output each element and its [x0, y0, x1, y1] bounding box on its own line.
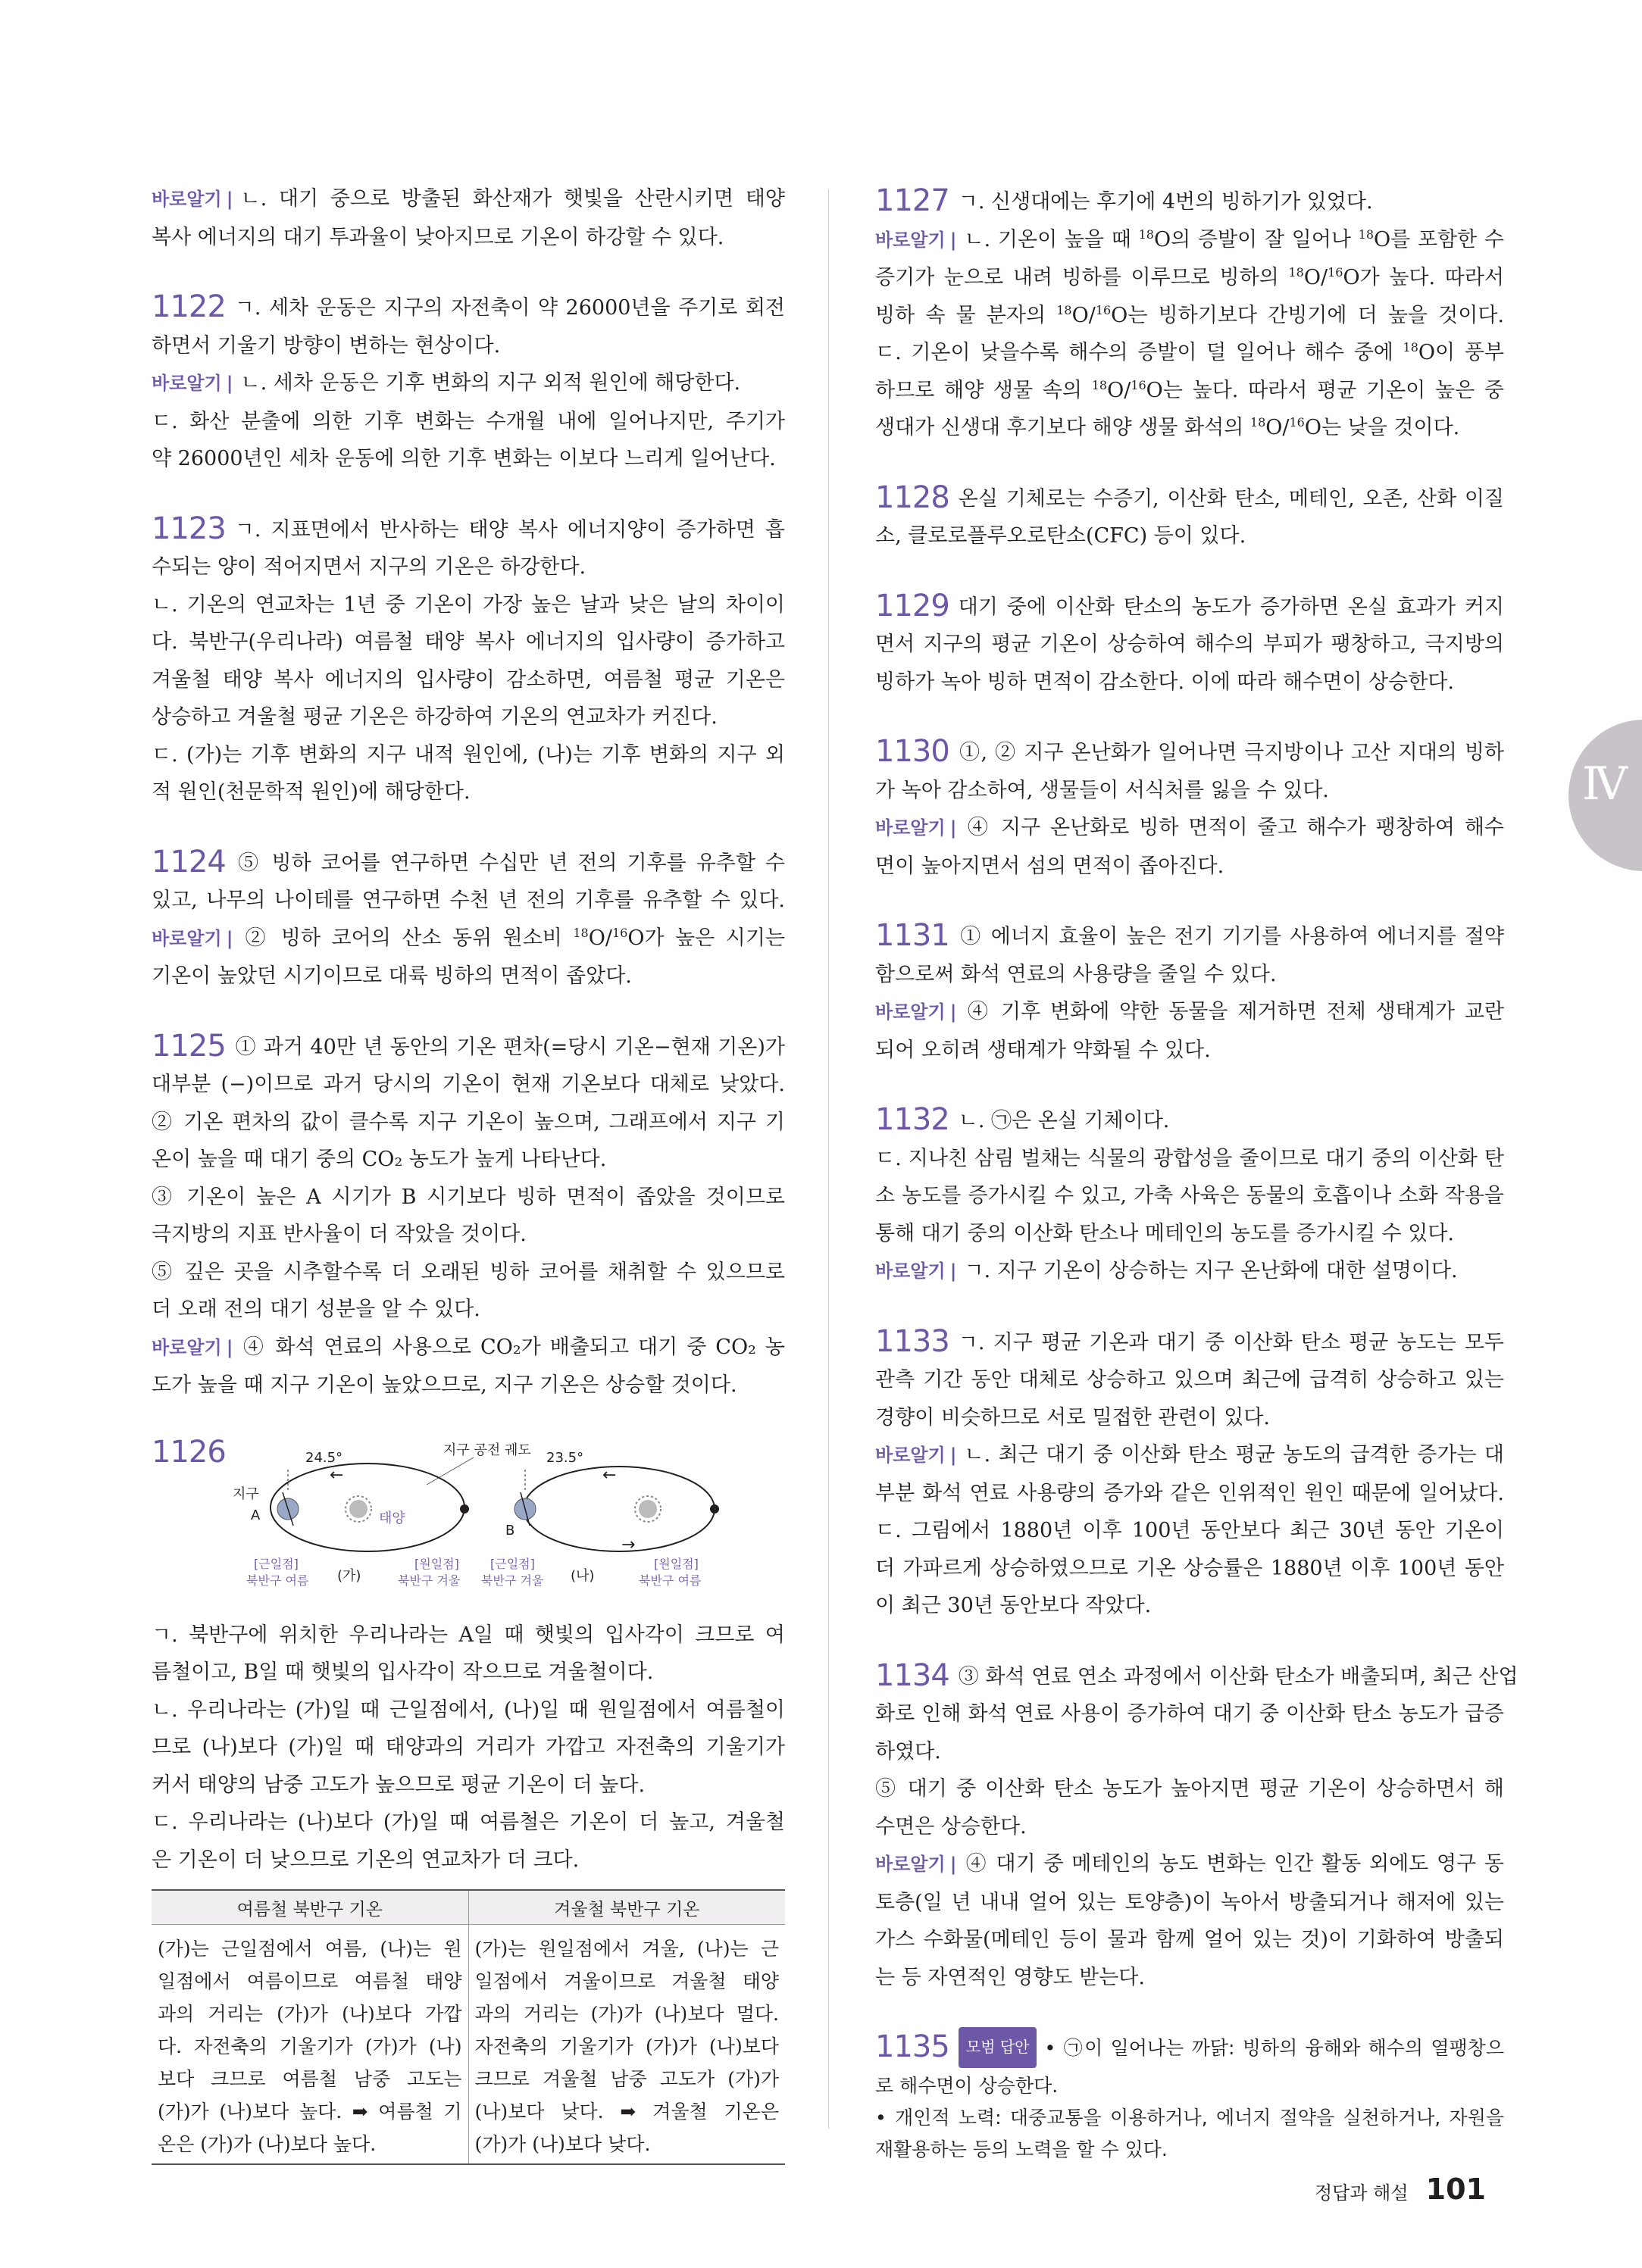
summer-label-a: 북반구 여름	[246, 1573, 309, 1588]
cell-line: 과의 거리는 (가)가 (나)보다 가깝	[158, 2003, 462, 2025]
text-line: 있고, 나무의 나이테를 연구하면 수천 년 전의 기후를 유추할 수 있다.	[152, 889, 785, 912]
correction-label: 바로알기 |	[152, 373, 233, 394]
table-header: 여름철 북반구 기온	[152, 1890, 468, 1925]
orbit-figure-block	[152, 1435, 785, 1617]
question-number: 1131	[875, 918, 949, 953]
text-segment: 대기 중에 이산화 탄소의 농도가 증가하면 온실 효과가 커지	[958, 595, 1504, 619]
text-line	[875, 334, 1504, 372]
point-a-label: A	[251, 1507, 261, 1523]
point-b-label: B	[505, 1522, 515, 1539]
correction-label: 바로알기 |	[875, 1001, 957, 1023]
text-segment: 를 포함한 수	[1390, 227, 1504, 251]
question-number: 1123	[152, 511, 226, 546]
text-segment: ④ 기후 변화에 약한 동물을 제거하면 전체 생태계가 교란	[964, 1000, 1504, 1023]
isotope-superscript: 16	[611, 925, 628, 940]
text-segment: ㄷ. 기온이 낮을수록 해수의 증발이 덜 일어나 해수 중에	[875, 341, 1403, 364]
text-line: 대부분 (−)이므로 과거 당시의 기온이 현재 기온보다 대체로 낮았다.	[152, 1073, 785, 1096]
text-line: 증기가 눈으로 내려 빙하를 이루므로 빙하의 $^{18}$O/$^{16}$O가 높다. 따라서	[875, 265, 1504, 289]
text-line: ② 기온 편차의 값이 클수록 지구 기온이 높으며, 그래프에서 지구 기	[152, 1110, 785, 1134]
text-line: 가 녹아 감소하여, 생물들이 서식처를 잃을 수 있다.	[875, 778, 1329, 802]
text-line	[152, 364, 785, 403]
entry-1127	[875, 180, 1504, 447]
text-line	[875, 180, 1504, 221]
text-line: 은 기온이 더 낮으므로 기온의 연교차가 더 크다.	[152, 1848, 580, 1872]
summer-label-b: 북반구 여름	[639, 1573, 702, 1588]
entry-1130	[875, 731, 1504, 885]
question-number: 1122	[152, 289, 226, 324]
text-segment: ① 과거 40만 년 동안의 기온 편차(=당시 기온−현재 기온)가	[234, 1035, 785, 1059]
text-line: 적 원인(천문학적 원인)에 해당한다.	[152, 780, 471, 804]
text-segment: ㄴ. 최근 대기 중 이산화 탄소 평균 농도의 급격한 증가는 대	[964, 1443, 1504, 1467]
text-line: ㄷ. 화산 분출에 의한 기후 변화는 수개월 내에 일어나지만, 주기가	[152, 409, 785, 433]
footer-section-title: 정답과 해설	[1315, 2182, 1409, 2204]
orbit-ellipse-b	[524, 1467, 715, 1551]
text-segment: ① 에너지 효율이 높은 전기 기기를 사용하여 에너지를 절약	[958, 925, 1504, 948]
isotope-symbol: O	[1265, 416, 1283, 439]
isotope-superscript: 16	[1328, 265, 1343, 280]
perihelion-label-a: [근일점]	[254, 1556, 299, 1571]
text-segment: ㄱ. 세차 운동은 지구의 자전축이 약 26000년을 주기로 회전	[234, 296, 785, 320]
isotope-symbol: O	[627, 926, 645, 950]
correction-label: 바로알기 |	[875, 1261, 957, 1282]
orbit-arrow-b: ←	[602, 1465, 617, 1485]
isotope-superscript: 16	[1095, 302, 1112, 317]
aphelion-label-a: [원일점]	[414, 1556, 459, 1571]
isotope-superscript: 16	[1289, 415, 1305, 430]
text-line	[875, 586, 1504, 626]
cell-line: (가)가 (나)보다 낮다.	[474, 2133, 651, 2155]
isotope-superscript: 18	[1249, 415, 1266, 430]
text-line: 면서 지구의 평균 기온이 상승하여 해수의 부피가 팽창하고, 극지방의	[875, 633, 1504, 656]
question-number: 1127	[875, 183, 949, 218]
isotope-superscript: 18	[1091, 377, 1108, 392]
question-number: 1135	[875, 2029, 949, 2064]
text-segment: ①, ② 지구 온난화가 일어나면 극지방이나 고산 지대의 빙하	[958, 741, 1504, 764]
entry-1128	[875, 477, 1504, 555]
text-segment: ㄴ. 대기 중으로 방출된 화산재가 햇빛을 산란시키면 태양	[240, 187, 785, 211]
entry-1125	[152, 1026, 785, 1404]
entry-1134	[875, 1655, 1518, 1997]
orbit-arrow-a: ←	[330, 1465, 344, 1485]
text-segment: 는 낮을 것이다.	[1321, 416, 1460, 439]
text-line: 가스 수화물(메테인 등이 물과 함께 얼어 있는 것)이 기화하여 방출되	[875, 1928, 1504, 1951]
diagram-label-ga: (가)	[337, 1567, 361, 1584]
text-line: ㄷ. (가)는 기후 변화의 지구 내적 원인에, (나)는 기후 변화의 지구 외	[152, 742, 785, 767]
question-number: 1134	[875, 1657, 949, 1693]
text-line: 수면은 상승한다.	[875, 1814, 1027, 1838]
text-line: 도가 높을 때 지구 기온이 높았으므로, 지구 기온은 상승할 것이다.	[152, 1373, 737, 1397]
text-line: 관측 기간 동안 대체로 상승하고 있으며 최근에 급격히 상승하고 있는	[875, 1368, 1504, 1392]
text-segment: • ㉠이 일어나는 까닭: 빙하의 융해와 해수의 열팽창으	[1044, 2037, 1504, 2059]
text-line: ㄴ. 우리나라는 (가)일 때 근일점에서, (나)일 때 원일점에서 여름철이	[152, 1698, 785, 1722]
text-segment: 하므로 해양 생물 속의	[875, 378, 1092, 402]
cell-line: (가)가 (나)보다 높다. ➡ 여름철 기	[158, 2101, 462, 2123]
text-line: 복사 에너지의 대기 투과율이 낮아지므로 기온이 하강할 수 있다.	[152, 225, 724, 249]
table-header: 겨울철 북반구 기온	[468, 1890, 785, 1925]
sun-label-a: 태양	[379, 1510, 405, 1526]
text-segment: 는 빙하기보다 간빙기에 더 높을 것이다.	[1128, 303, 1504, 327]
correction-label: 바로알기 |	[875, 230, 957, 251]
text-line: 하면서 기울기 방향이 변하는 현상이다.	[152, 333, 501, 358]
question-number: 1132	[875, 1102, 949, 1137]
text-line: 름철이고, B일 때 햇빛의 입사각이 작으므로 겨울철이다.	[152, 1660, 654, 1684]
winter-label-a: 북반구 겨울	[398, 1573, 461, 1588]
text-line	[875, 1655, 1518, 1696]
text-line	[875, 2026, 1504, 2070]
perihelion-label-b: [근일점]	[490, 1556, 535, 1571]
leader-line	[427, 1457, 474, 1485]
text-line: 소, 클로로플루오로탄소(CFC) 등이 있다.	[875, 524, 1246, 548]
isotope-superscript: 18	[1138, 226, 1154, 242]
text-line: 온이 높을 때 대기 중의 CO₂ 농도가 높게 나타난다.	[152, 1148, 607, 1171]
isotope-superscript: 16	[1131, 377, 1146, 392]
table-cell	[152, 1925, 468, 2165]
cell-line: 다. 자전축의 기울기가 (가)가 (나)	[158, 2035, 462, 2057]
question-number: 1125	[152, 1028, 226, 1064]
text-line	[152, 1026, 785, 1067]
text-segment: 생대가 신생대 후기보다 해양 생물 화석의	[875, 416, 1250, 439]
isotope-symbol: O	[1146, 378, 1163, 402]
question-number: 1126	[152, 1434, 226, 1470]
right-column	[875, 180, 1518, 2196]
text-line: 더 오래 전의 대기 성분을 알 수 있다.	[152, 1298, 480, 1321]
isotope-symbol: O	[1343, 266, 1360, 289]
text-line: 더 가파르게 상승하였으므로 기온 상승률은 1880년 이후 100년 동안	[875, 1556, 1504, 1580]
text-line: 되어 오히려 생태계가 약화될 수 있다.	[875, 1038, 1211, 1062]
cell-line: (나)보다 낮다. ➡ 겨울철 기온은	[474, 2101, 779, 2123]
isotope-superscript: 18	[1403, 340, 1418, 355]
text-line: 함으로써 화석 연료의 사용량을 줄일 수 있다.	[875, 962, 1277, 986]
isotope-symbol: O	[1303, 266, 1321, 289]
text-segment: ㄱ. 신생대에는 후기에 4번의 빙하기가 있었다.	[958, 190, 1373, 214]
entry-1121-tail	[152, 180, 785, 256]
winter-label-b: 북반구 겨울	[481, 1573, 544, 1588]
text-line	[152, 180, 785, 219]
text-line	[875, 1845, 1504, 1884]
entry-1123	[152, 508, 785, 811]
text-line	[875, 809, 1504, 848]
text-line: 극지방의 지표 반사율이 더 작았을 것이다.	[152, 1223, 527, 1246]
text-line: 상승하고 겨울철 평균 기온은 하강하여 기온의 연교차가 커진다.	[152, 705, 718, 729]
text-line: ⑤ 대기 중 이산화 탄소 농도가 높아지면 평균 기온이 상승하면서 해	[875, 1777, 1504, 1801]
question-number: 1124	[152, 844, 226, 879]
text-line: 겨울철 태양 복사 에너지의 입사량이 감소하면, 여름철 평균 기온은	[152, 667, 785, 692]
text-line: 하므로 해양 생물 속의 $^{18}$O/$^{16}$O는 높다. 따라서 평균 기온이 높은 중	[875, 377, 1504, 402]
correction-label: 바로알기 |	[152, 1337, 233, 1358]
text-line: ③ 기온이 높은 A 시기가 B 시기보다 빙하 면적이 좁았을 것이므로	[152, 1185, 785, 1209]
text-line	[875, 477, 1504, 518]
text-line: 통해 대기 중의 이산화 탄소나 메테인의 농도를 증가시킬 수 있다.	[875, 1221, 1454, 1245]
text-line: 토층(일 년 내내 얼어 있는 토양층)이 녹아서 방출되거나 해저에 있는	[875, 1890, 1504, 1914]
cell-line: (가)는 근일점에서 여름, (나)는 원	[158, 1938, 462, 1960]
entry-1129	[875, 586, 1504, 701]
correction-label: 바로알기 |	[875, 1854, 957, 1875]
text-line: 빙하 속 물 분자의 $^{18}$O/$^{16}$O는 빙하기보다 간빙기에 더 높을 것이다.	[875, 302, 1504, 327]
isotope-superscript: 18	[573, 925, 589, 940]
entry-1133	[875, 1321, 1504, 1625]
text-segment: 가 높은 시기는	[644, 926, 785, 950]
text-line: 화로 인해 화석 연료 사용이 증가하여 대기 중 이산화 탄소 농도가 급증	[875, 1702, 1504, 1726]
left-column	[152, 180, 785, 2195]
text-segment: ④ 대기 중 메테인의 농도 변화는 인간 활동 외에도 영구 동	[964, 1852, 1504, 1876]
text-segment: ② 빙하 코어의 산소 동위 원소비	[240, 926, 574, 950]
text-segment: ㄱ. 지구 평균 기온과 대기 중 이산화 탄소 평균 농도는 모두	[958, 1330, 1504, 1354]
text-line	[875, 1436, 1504, 1475]
text-line	[152, 1329, 785, 1367]
text-line	[875, 915, 1504, 956]
cell-line: 온은 (가)가 (나)보다 높다.	[158, 2133, 377, 2155]
table-cell	[468, 1925, 785, 2165]
text-line: 하였다.	[875, 1739, 941, 1763]
text-line: ㄷ. 지나친 삼림 벌채는 식물의 광합성을 줄이므로 대기 중의 이산화 탄	[875, 1146, 1504, 1170]
sun-icon	[346, 1496, 371, 1522]
cell-line: (가)는 원일점에서 겨울, (나)는 근	[474, 1938, 779, 1960]
tilt-angle-b: 23.5°	[546, 1449, 584, 1466]
text-line	[875, 731, 1504, 772]
tilt-angle-a: 24.5°	[305, 1449, 343, 1466]
isotope-symbol: O	[1111, 303, 1128, 327]
question-number: 1129	[875, 588, 949, 623]
page-number: 101	[1425, 2173, 1486, 2206]
page-footer	[1315, 2173, 1486, 2206]
text-segment: 증기가 눈으로 내려 빙하를 이루므로 빙하의	[875, 266, 1289, 289]
isotope-superscript: 18	[1288, 265, 1304, 280]
text-segment: ④ 화석 연료의 사용으로 CO₂가 배출되고 대기 중 CO₂ 농	[240, 1335, 785, 1359]
isotope-superscript: 18	[1358, 226, 1374, 242]
text-line: 부분 화석 연료 사용량의 증가와 같은 인위적인 원인 때문에 일어났다.	[875, 1481, 1504, 1505]
correction-label: 바로알기 |	[152, 928, 233, 949]
text-segment: 는 높다. 따라서 평균 기온이 높은 중	[1162, 378, 1504, 402]
text-segment: 빙하 속 물 분자의	[875, 303, 1057, 327]
orbit-label: 지구 공전 궤도	[443, 1442, 531, 1458]
entry-1126	[152, 1435, 785, 2166]
chapter-tab-label: Ⅳ	[1582, 758, 1628, 811]
correction-label: 바로알기 |	[875, 1445, 957, 1466]
isotope-symbol: O	[1418, 341, 1436, 364]
text-line: ㄱ. 북반구에 위치한 우리나라는 A일 때 햇빛의 입사각이 크므로 여	[152, 1623, 785, 1647]
text-line: 바로알기 | ② 빙하 코어의 산소 동위 원소비 $^{18}$O/$^{16}$O가 높은 시기는	[152, 920, 785, 958]
question-number: 1128	[875, 480, 949, 515]
chapter-tab	[1569, 720, 1642, 871]
text-line: 면이 높아지면서 섬의 면적이 좁아진다.	[875, 854, 1224, 878]
entry-1135	[875, 2026, 1504, 2166]
isotope-symbol: O	[1153, 227, 1171, 251]
text-line: 로 해수면이 상승한다.	[875, 2074, 1059, 2097]
correction-label: 바로알기 |	[875, 817, 957, 839]
sun-icon	[635, 1496, 661, 1522]
table-header-row	[152, 1890, 785, 1925]
cell-line: 과의 거리는 (가)가 (나)보다 멀다.	[474, 2003, 779, 2025]
text-line: ㄴ. 기온의 연교차는 1년 중 기온이 가장 높은 날과 낮은 날의 차이이	[152, 592, 785, 617]
aphelion-label-b: [원일점]	[654, 1556, 699, 1571]
orbit-arrow-b2: →	[621, 1535, 636, 1554]
text-line: ㄷ. 우리나라는 (나)보다 (가)일 때 여름철은 기온이 더 높고, 겨울철	[152, 1810, 785, 1834]
text-segment: 이 풍부	[1435, 341, 1504, 364]
text-line: 경향이 비슷하므로 서로 밀접한 관련이 있다.	[875, 1405, 1270, 1429]
earth-label: 지구	[233, 1485, 259, 1502]
text-line	[875, 1252, 1504, 1291]
text-line: 기온이 높았던 시기이므로 대륙 빙하의 면적이 좁았다.	[152, 964, 632, 988]
text-line	[875, 993, 1504, 1032]
text-line: ㄷ. 그림에서 1880년 이후 100년 동안보다 최근 30년 동안 기온이	[875, 1519, 1504, 1542]
model-answer-badge: 모범 답안	[959, 2027, 1037, 2068]
text-segment: ④ 지구 온난화로 빙하 면적이 줄고 해수가 팽창하여 해수	[964, 816, 1504, 839]
text-line	[875, 221, 1504, 260]
text-segment: ⑤ 빙하 코어를 연구하면 수십만 년 전의 기후를 유추할 수	[234, 851, 785, 875]
text-line: • 개인적 노력: 대중교통을 이용하거나, 에너지 절약을 실천하거나, 자원을	[875, 2106, 1504, 2129]
text-line: 빙하가 녹아 빙하 면적이 감소한다. 이에 따라 해수면이 상승한다.	[875, 670, 1454, 694]
text-line: 재활용하는 등의 노력을 할 수 있다.	[875, 2138, 1168, 2160]
text-line	[152, 842, 785, 883]
text-segment: ㄱ. 지표면에서 반사하는 태양 복사 에너지양이 증가하면 흡	[234, 517, 785, 542]
isotope-symbol: O	[1071, 303, 1089, 327]
isotope-symbol: O	[1107, 378, 1124, 402]
text-line: 이 최근 30년 동안보다 작았다.	[875, 1594, 1152, 1617]
question-number: 1133	[875, 1323, 949, 1359]
entry-1131	[875, 915, 1504, 1069]
text-line: 생대가 신생대 후기보다 해양 생물 화석의 $^{18}$O/$^{16}$O는 낮을 것이다.	[875, 415, 1460, 439]
text-line: 므로 (나)보다 (가)일 때 태양과의 거리가 가깝고 자전축의 기울기가	[152, 1735, 785, 1759]
isotope-symbol: O	[588, 926, 605, 950]
isotope-symbol: O	[1374, 227, 1391, 251]
text-segment: 의 증발이 잘 일어나	[1171, 227, 1359, 251]
text-line: 커서 태양의 남중 고도가 높으므로 평균 기온이 더 높다.	[152, 1773, 646, 1797]
text-line	[152, 286, 785, 327]
column-divider	[828, 189, 829, 2129]
text-segment: ㄱ. 지구 기온이 상승하는 지구 온난화에 대한 설명이다.	[964, 1259, 1458, 1282]
correction-label: 바로알기 |	[152, 189, 233, 210]
text-line	[152, 508, 785, 549]
text-segment: ㄴ. 세차 운동은 기후 변화의 지구 외적 원인에 해당한다.	[240, 371, 741, 395]
text-segment: 가 높다. 따라서	[1359, 266, 1504, 289]
text-line: 다. 북반구(우리나라) 여름철 태양 복사 에너지의 입사량이 증가하고	[152, 630, 785, 654]
cell-line: 자전축의 기울기가 (가)가 (나)보다	[474, 2035, 779, 2057]
orbit-ellipse-a	[271, 1464, 464, 1551]
orbit-point-b	[710, 1504, 719, 1514]
text-line: ⑤ 깊은 곳을 시추할수록 더 오래된 빙하 코어를 채취할 수 있으므로	[152, 1260, 785, 1284]
orbit-diagram	[224, 1439, 769, 1621]
cell-line: 보다 크므로 여름철 남중 고도는	[158, 2068, 462, 2090]
text-segment: ㄴ. 기온이 높을 때	[964, 227, 1139, 251]
text-segment: ㄴ. ㉠은 온실 기체이다.	[958, 1109, 1170, 1132]
text-line	[875, 1321, 1504, 1362]
text-line: 약 26000년인 세차 운동에 의한 기후 변화는 이보다 느리게 일어난다.	[152, 447, 776, 470]
text-line: 소 농도를 증가시킬 수 있고, 가축 사육은 동물의 호흡이나 소화 작용을	[875, 1184, 1504, 1207]
entry-1122	[152, 286, 785, 478]
text-line: 는 등 자연적인 영향도 받는다.	[875, 1965, 1145, 1989]
question-number: 1130	[875, 734, 949, 769]
text-segment: ③ 화석 연료 연소 과정에서 이산화 탄소가 배출되며, 최근 산업	[958, 1664, 1518, 1689]
table-row	[152, 1925, 785, 2165]
cell-line: 크므로 겨울철 남중 고도가 (가)가	[474, 2068, 779, 2090]
diagram-label-na: (나)	[571, 1567, 595, 1584]
orbit-point-a	[460, 1504, 469, 1514]
entry-1124	[152, 842, 785, 995]
cell-line: 일점에서 여름이므로 여름철 태양	[158, 1970, 462, 1992]
text-segment: 온실 기체로는 수증기, 이산화 탄소, 메테인, 오존, 산화 이질	[958, 486, 1504, 511]
isotope-superscript: 18	[1056, 302, 1072, 317]
isotope-symbol: O	[1304, 416, 1321, 439]
cell-line: 일점에서 겨울이므로 겨울철 태양	[474, 1970, 779, 1992]
entry-1132	[875, 1099, 1504, 1291]
comparison-table	[152, 1889, 785, 2165]
text-line	[875, 1099, 1504, 1140]
text-line: 수되는 양이 적어지면서 지구의 기온은 하강한다.	[152, 555, 586, 579]
